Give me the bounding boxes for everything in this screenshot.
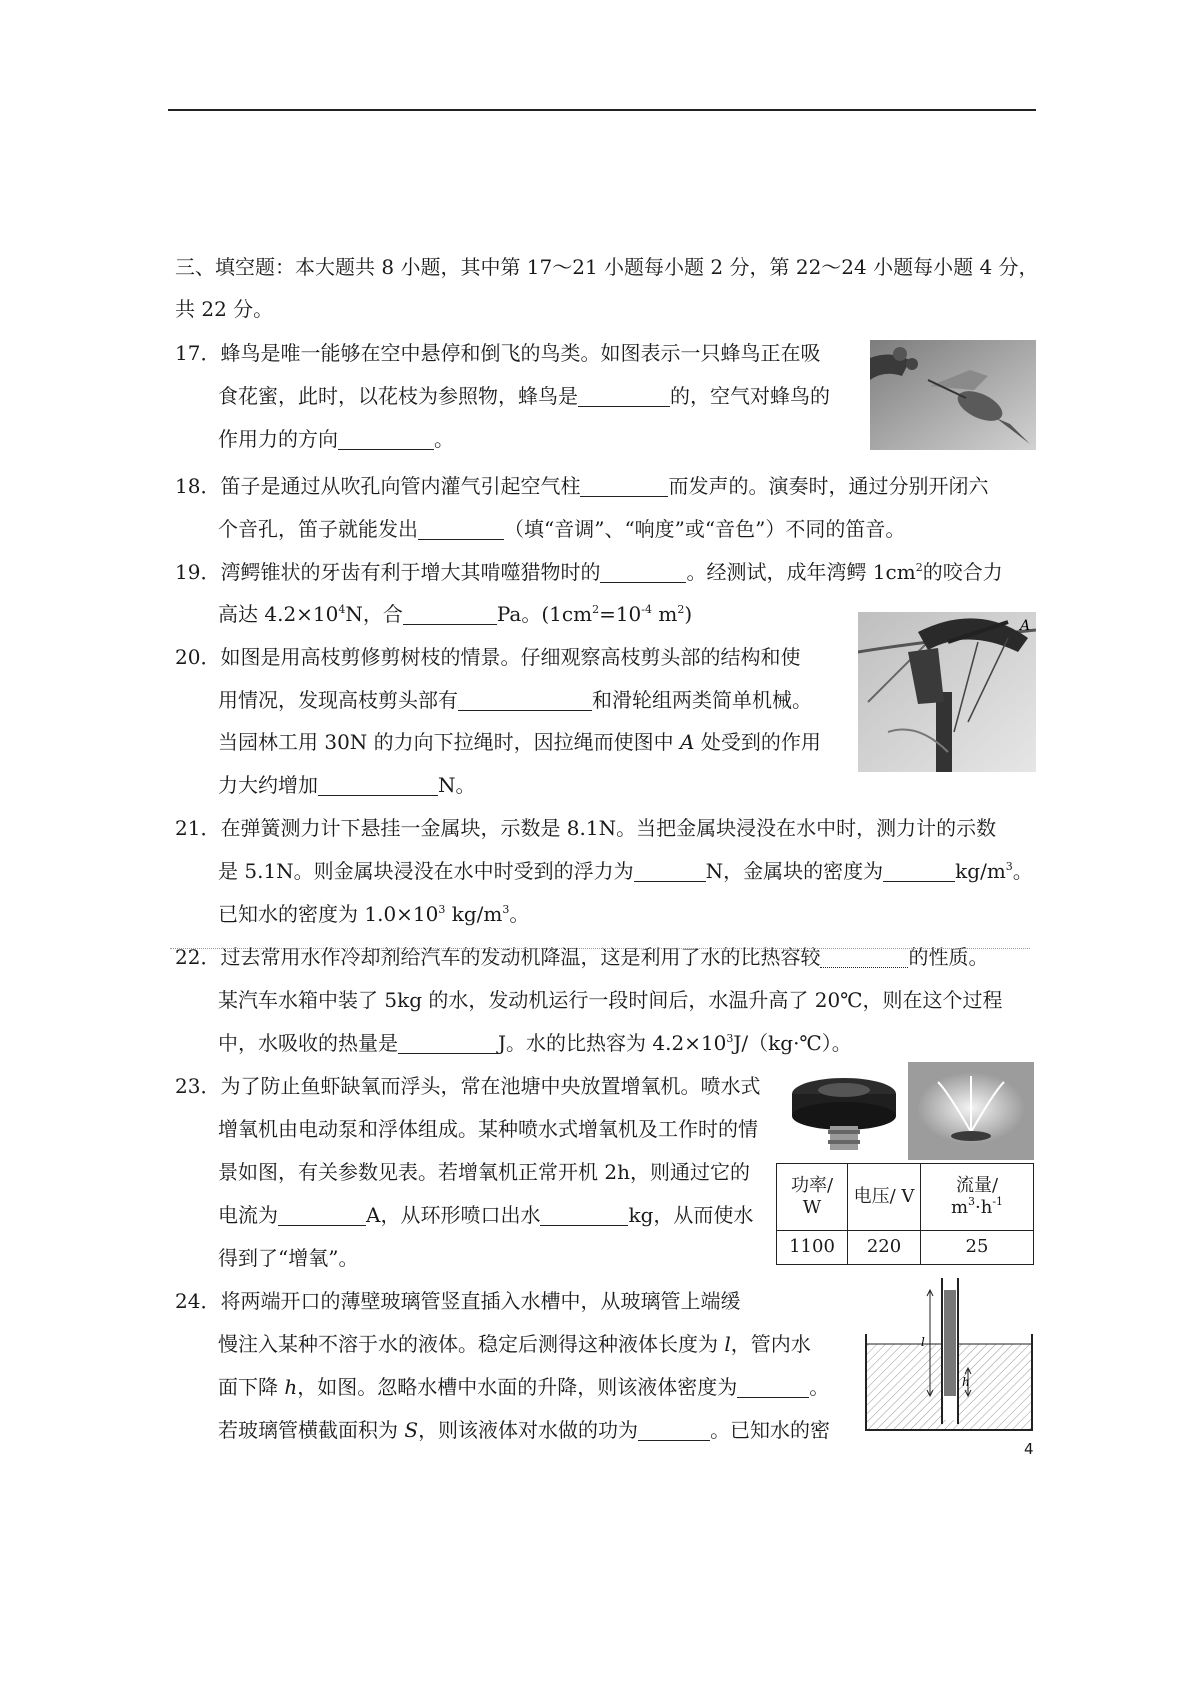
q20-blank1[interactable] [458, 688, 592, 711]
q23-blank1[interactable] [278, 1203, 366, 1226]
q18-blank1[interactable] [580, 474, 668, 497]
q19-blank1[interactable] [600, 560, 686, 583]
q22-line2: 某汽车水箱中装了 5kg 的水，发动机运行一段时间后，水温升高了 20℃，则在这个过程 [218, 988, 1003, 1012]
header-flow: 流量/ $m^3\cdot h^{-1}$ [921, 1164, 1034, 1231]
q23-line3: 景如图，有关参数见表。若增氧机正常开机 2h，则通过它的 [218, 1160, 750, 1184]
q23-line1: 23．为了防止鱼虾缺氧而浮头，常在池塘中央放置增氧机。喷水式 [175, 1074, 761, 1098]
q17-line1: 17．蜂鸟是唯一能够在空中悬停和倒飞的鸟类。如图表示一只蜂鸟正在吸 [175, 341, 821, 365]
q24-blank2[interactable] [638, 1418, 710, 1441]
q19-line1: 19．湾鳄锥状的牙齿有利于增大其啃噬猎物时的 。经测试，成年湾鳄 $1cm^2$的咬合力 [175, 560, 1003, 584]
header-rule [168, 109, 1036, 111]
q24-blank1[interactable] [737, 1375, 809, 1398]
q17-blank1[interactable] [578, 384, 670, 407]
q22-line3: 中，水吸收的热量是 J。水的比热容为 $4.2\times 10^3J/(kg\cdot℃)$。 [218, 1031, 852, 1055]
value-power: 1100 [777, 1230, 848, 1264]
q17-blank2[interactable] [338, 427, 434, 450]
section-heading-cont: 共 22 分。 [175, 297, 274, 321]
q20-line1: 20．如图是用高枝剪修剪树枝的情景。仔细观察高枝剪头部的结构和使 [175, 645, 801, 669]
q18-line2: 个音孔，笛子就能发出 （填“音调”、“响度”或“音色”）不同的笛音。 [218, 517, 906, 541]
page-number: 4 [1024, 1440, 1034, 1458]
q24-line2: 慢注入某种不溶于水的液体。稳定后测得这种液体长度为 l，管内水 [218, 1332, 811, 1356]
q18-blank2[interactable] [418, 517, 504, 540]
q20-line2: 用情况，发现高枝剪头部有 和滑轮组两类简单机械。 [218, 688, 812, 712]
q18-line1: 18．笛子是通过从吹孔向管内灌气引起空气柱 而发声的。演奏时，通过分别开闭六 [175, 474, 989, 498]
q23-line4: 电流为 A，从环形喷口出水 kg，从而使水 [218, 1203, 754, 1227]
q24-line3: 面下降 h，如图。忽略水槽中水面的升降，则该液体密度为 。 [218, 1375, 830, 1399]
glass-tube-diagram [864, 1272, 1036, 1434]
label-a: A [1020, 618, 1031, 634]
header-power: 功率/ W [777, 1164, 848, 1231]
aerator-params-table [776, 1163, 1034, 1265]
q19-blank2[interactable] [403, 602, 497, 625]
hummingbird-image [870, 340, 1036, 450]
q20-blank2[interactable] [318, 773, 438, 796]
q21-line2: 是 5.1N。则金属块浸没在水中时受到的浮力为 N，金属块的密度为 $kg/m^3$。 [218, 859, 1033, 883]
q19-line2: 高达 $4.2\times 10^4N$，合 Pa。($1cm^2=10^{-4}$ $m^2$) [218, 602, 693, 626]
q23-line5: 得到了“增氧”。 [218, 1246, 359, 1270]
label-l: l [921, 1335, 925, 1349]
aerator-fountain-image [908, 1062, 1034, 1160]
value-voltage: 220 [848, 1230, 921, 1264]
q24-line1: 24．将两端开口的薄壁玻璃管竖直插入水槽中，从玻璃管上端缓 [175, 1289, 741, 1313]
header-voltage: 电压/ V [848, 1164, 921, 1231]
q24-line4: 若玻璃管横截面积为 S，则该液体对水做的功为 。已知水的密 [218, 1418, 831, 1442]
q20-line3: 当园林工用 30N 的力向下拉绳时，因拉绳而使图中 A 处受到的作用 [218, 730, 821, 754]
value-flow: 25 [921, 1230, 1034, 1264]
q17-line3: 作用力的方向 。 [218, 427, 454, 451]
q22-line1: 22．过去常用水作冷却剂给汽车的发动机降温，这是利用了水的比热容较 的性质。 [175, 945, 989, 969]
section-heading: 三、填空题：本大题共 8 小题，其中第 17～21 小题每小题 2 分，第 22～24 小题每小题 4 分， [175, 255, 1039, 279]
q22-dotted-underline [170, 948, 1030, 949]
q21-blank2[interactable] [883, 859, 955, 882]
q20-line4: 力大约增加 N。 [218, 773, 476, 797]
q17-line2: 食花蜜，此时，以花枝为参照物，蜂鸟是 的，空气对蜂鸟的 [218, 384, 830, 408]
q22-blank2[interactable] [398, 1031, 498, 1054]
pruning-shears-image [858, 612, 1036, 772]
label-h: h [962, 1375, 970, 1389]
q21-line3: 已知水的密度为 $1.0\times 10^3$ $kg/m^3$。 [218, 902, 530, 926]
q21-line1: 21．在弹簧测力计下悬挂一金属块，示数是 8.1N。当把金属块浸没在水中时，测力计的示数 [175, 816, 997, 840]
aerator-device-image [790, 1068, 900, 1160]
q21-blank1[interactable] [634, 859, 706, 882]
q23-blank2[interactable] [540, 1203, 628, 1226]
q23-line2: 增氧机由电动泵和浮体组成。某种喷水式增氧机及工作时的情 [218, 1117, 758, 1141]
